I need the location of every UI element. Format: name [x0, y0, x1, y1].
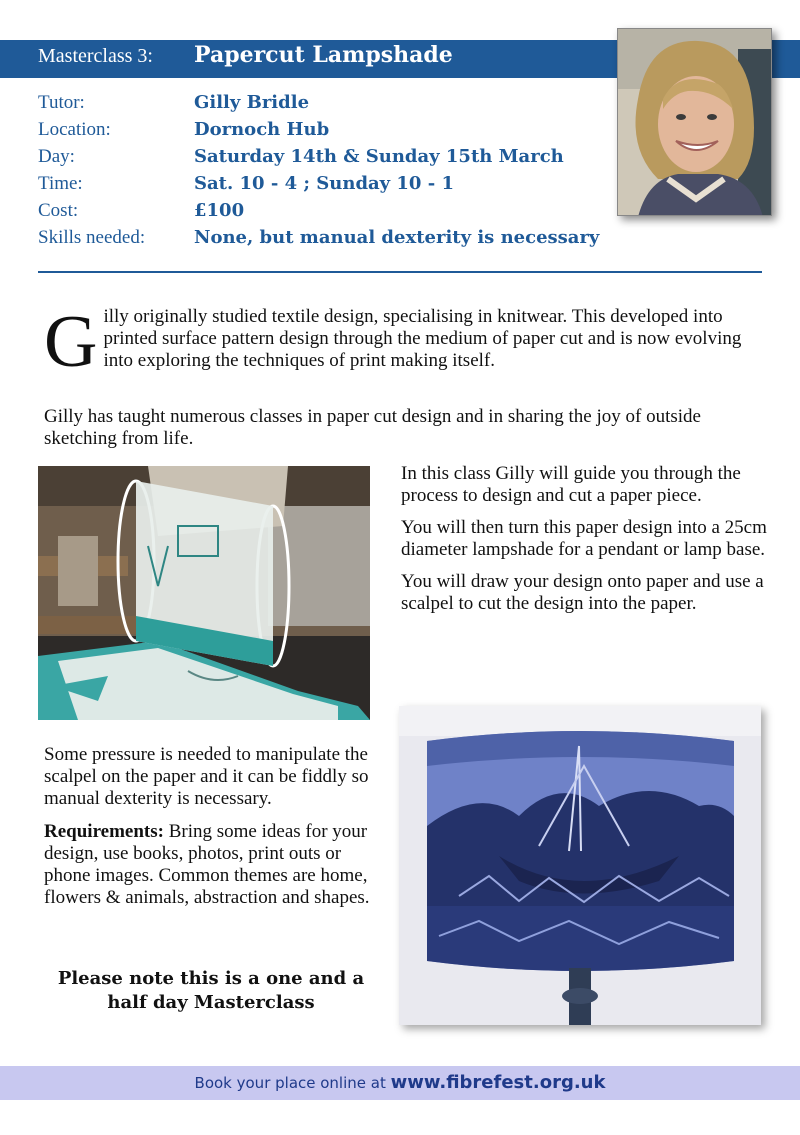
footer-text: Book your place online at — [194, 1074, 391, 1092]
booking-footer — [0, 1066, 800, 1100]
tutor-portrait-image — [617, 28, 772, 216]
detail-value: Dornoch Hub — [194, 119, 330, 140]
detail-value: None, but manual dexterity is necessary — [194, 227, 600, 248]
detail-label: Time: — [38, 173, 83, 194]
detail-label: Location: — [38, 119, 111, 140]
section-divider — [38, 271, 762, 273]
detail-row-time — [38, 173, 638, 200]
detail-label: Skills needed: — [38, 227, 146, 248]
page-title: Papercut Lampshade — [194, 42, 453, 68]
intro-paragraph — [44, 301, 764, 383]
detail-value: £100 — [194, 200, 245, 221]
pressure-paragraph: Some pressure is needed to manipulate the scalpel on the paper and it can be fiddly so manual dexterity is necessary. — [44, 744, 369, 809]
detail-row-day — [38, 146, 638, 173]
website-link[interactable]: www.fibrefest.org.uk — [390, 1072, 606, 1093]
masterclass-label: Masterclass 3: — [38, 45, 153, 67]
detail-label: Day: — [38, 146, 75, 167]
detail-value: Sat. 10 - 4 ; Sunday 10 - 1 — [194, 173, 454, 194]
detail-value: Saturday 14th & Sunday 15th March — [194, 146, 564, 167]
requirements-label: Requirements: — [44, 821, 164, 842]
detail-row-cost — [38, 200, 638, 227]
detail-row-tutor — [38, 92, 638, 119]
detail-row-location — [38, 119, 638, 146]
course-details — [38, 92, 638, 254]
detail-row-skills — [38, 227, 638, 254]
detail-value: Gilly Bridle — [194, 92, 310, 113]
requirements-text: Bring some ideas for your design, use books, photos, print outs or phone images. Common themes are home, flowers & animals, abstraction and shapes. — [44, 821, 370, 908]
intro-text: illy originally studied textile design, specialising in knitwear. This developed into printed surface pattern design through the medium of paper cut and is now evolving into exploring the techniques of print making itself. — [103, 306, 742, 371]
teaching-paragraph: Gilly has taught numerous classes in paper cut design and in sharing the joy of outside sketching from life. — [44, 406, 701, 449]
drop-cap: G — [44, 301, 98, 383]
detail-label: Tutor: — [38, 92, 85, 113]
detail-label: Cost: — [38, 200, 79, 221]
requirements-paragraph — [44, 821, 384, 909]
class-description — [401, 463, 771, 625]
description-paragraph: You will then turn this paper design into a 25cm diameter lampshade for a pendant or lamp base. — [401, 517, 767, 560]
requirements-section — [44, 744, 384, 920]
lampshade-making-photo — [38, 466, 370, 720]
finished-lampshade-photo — [399, 706, 761, 1025]
duration-note: Please note this is a one and a half day Masterclass — [57, 968, 365, 1013]
description-paragraph: In this class Gilly will guide you through the process to design and cut a paper piece. — [401, 463, 741, 506]
description-paragraph: You will draw your design onto paper and use a scalpel to cut the design into the paper. — [401, 571, 764, 614]
